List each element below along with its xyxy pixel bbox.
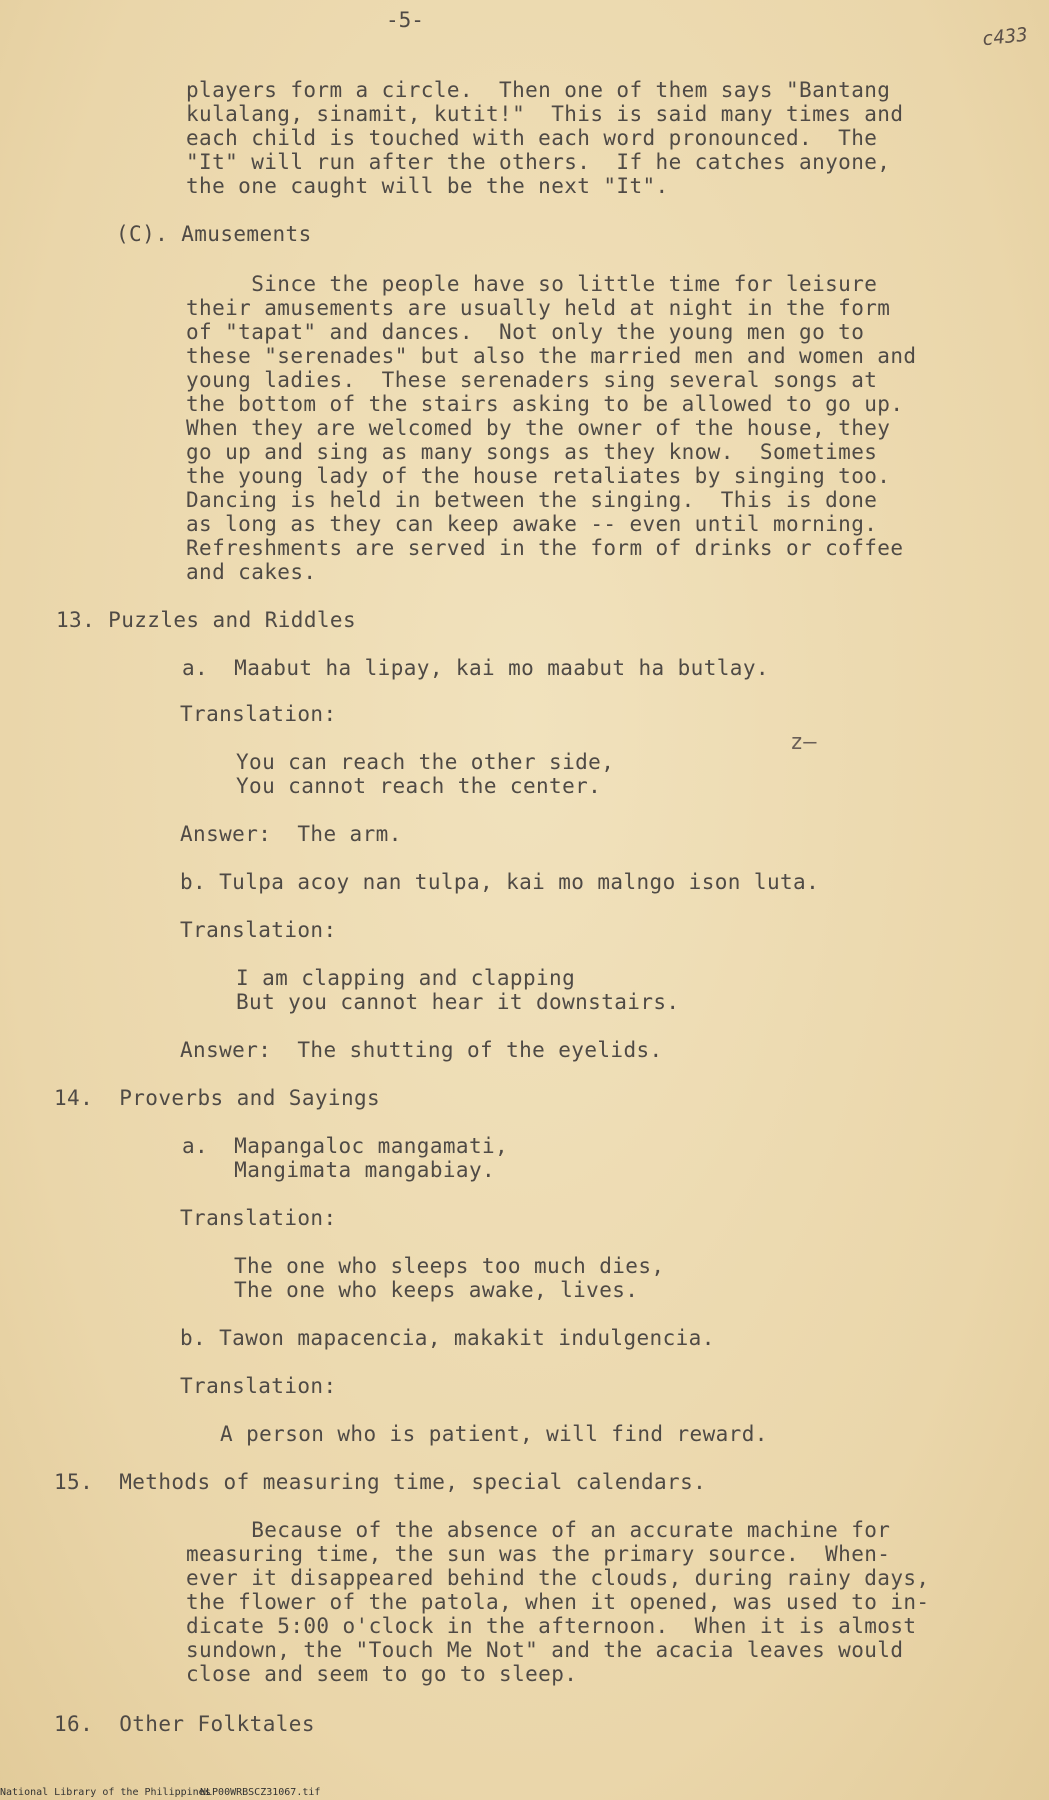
riddle-b-answer: Answer: The shutting of the eyelids. (180, 1038, 663, 1062)
section-15-line: the flower of the patola, when it opened, was used to in- (186, 1590, 930, 1614)
amusements-line: as long as they can keep awake -- even until morning. (186, 512, 878, 536)
translation-line: I am clapping and clapping (236, 966, 576, 990)
amusements-line: go up and sing as many songs as they know. Sometimes (186, 440, 878, 464)
amusements-line: When they are welcomed by the owner of the house, they (186, 416, 891, 440)
translation-line: The one who sleeps too much dies, (234, 1254, 665, 1278)
riddle-a-answer: Answer: The arm. (180, 822, 402, 846)
continuation-line: "It" will run after the others. If he catches anyone, (186, 150, 891, 174)
section-15-line: Because of the absence of an accurate machine for (186, 1518, 891, 1542)
translation-label: Translation: (180, 918, 337, 942)
amusements-line: these "serenades" but also the married men and women and (186, 344, 917, 368)
proverb-b: b. Tawon mapacencia, makakit indulgencia. (180, 1326, 715, 1350)
translation-label: Translation: (180, 1206, 337, 1230)
amusements-line: young ladies. These serenaders sing several songs at (186, 368, 878, 392)
translation-line: But you cannot hear it downstairs. (236, 990, 680, 1014)
continuation-line: players form a circle. Then one of them says "Bantang (186, 78, 891, 102)
translation-line: You can reach the other side, (236, 750, 615, 774)
section-13-heading: 13. Puzzles and Riddles (56, 608, 356, 632)
amusements-line: the young lady of the house retaliates by singing too. (186, 464, 891, 488)
translation-line: You cannot reach the center. (236, 774, 602, 798)
amusements-line: their amusements are usually held at night in the form (186, 296, 891, 320)
section-15-line: close and seem to go to sleep. (186, 1662, 578, 1686)
section-14-heading: 14. Proverbs and Sayings (54, 1086, 381, 1110)
page-number: -5- (386, 8, 424, 32)
riddle-a: a. Maabut ha lipay, kai mo maabut ha butlay. (182, 656, 769, 680)
pencil-mark: z— (790, 730, 817, 755)
translation-label: Translation: (180, 1374, 337, 1398)
footer-file-id: NLP00WRBSCZ31067.tif (200, 1787, 321, 1798)
continuation-line: each child is touched with each word pronounced. The (186, 126, 878, 150)
footer-library: National Library of the Philippines (0, 1787, 211, 1798)
proverb-a-line: a. Mapangaloc mangamati, (182, 1134, 509, 1158)
section-15-line: sundown, the "Touch Me Not" and the acacia leaves would (186, 1638, 904, 1662)
amusements-line: the bottom of the stairs asking to be allowed to go up. (186, 392, 904, 416)
section-16-heading: 16. Other Folktales (54, 1712, 315, 1736)
amusements-line: of "tapat" and dances. Not only the young men go to (186, 320, 865, 344)
section-15-heading: 15. Methods of measuring time, special calendars. (54, 1470, 707, 1494)
continuation-line: the one caught will be the next "It". (186, 174, 669, 198)
riddle-b: b. Tulpa acoy nan tulpa, kai mo malngo ison luta. (180, 870, 820, 894)
translation-line: The one who keeps awake, lives. (234, 1278, 639, 1302)
translation-line: A person who is patient, will find reward. (220, 1422, 768, 1446)
amusements-line: Since the people have so little time for leisure (186, 272, 878, 296)
amusements-line: Refreshments are served in the form of drinks or coffee (186, 536, 904, 560)
amusements-heading: (C). Amusements (116, 222, 312, 246)
translation-label: Translation: (180, 702, 337, 726)
section-15-line: measuring time, the sun was the primary source. When- (186, 1542, 891, 1566)
amusements-line: and cakes. (186, 560, 317, 584)
proverb-a-line: Mangimata mangabiay. (182, 1158, 496, 1182)
archive-stamp: c433 (980, 23, 1029, 51)
section-15-line: dicate 5:00 o'clock in the afternoon. When it is almost (186, 1614, 917, 1638)
continuation-line: kulalang, sinamit, kutit!" This is said many times and (186, 102, 904, 126)
section-15-line: ever it disappeared behind the clouds, during rainy days, (186, 1566, 930, 1590)
amusements-line: Dancing is held in between the singing. This is done (186, 488, 878, 512)
